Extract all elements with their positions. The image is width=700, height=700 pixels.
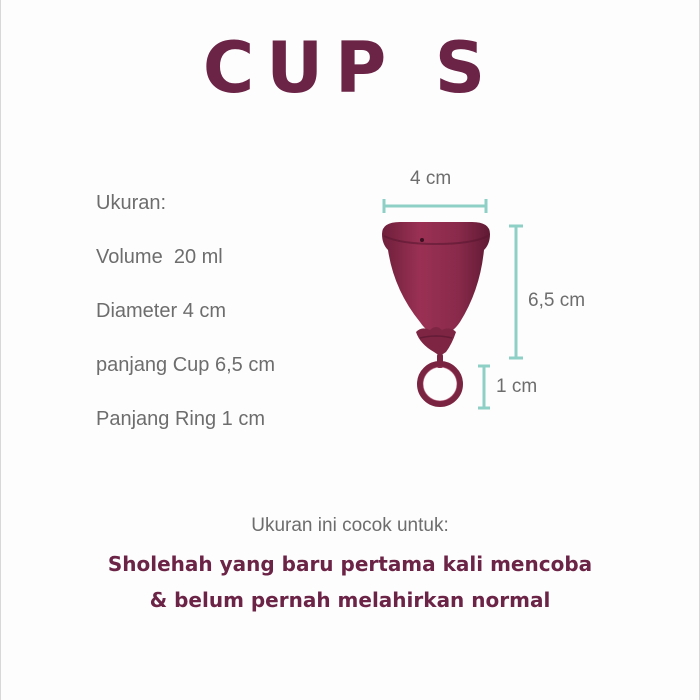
suitability-line-1: Sholehah yang baru pertama kali mencoba — [107, 552, 593, 576]
height-measure-line — [509, 226, 523, 358]
suitability-intro: Ukuran ini cocok untuk: — [251, 515, 449, 536]
height-label: 6,5 cm — [528, 290, 586, 311]
width-measure-line — [384, 199, 486, 213]
spec-heading: Ukuran: — [96, 192, 167, 214]
page-title: CUP S — [202, 27, 498, 109]
spec-volume: Volume 20 ml — [96, 246, 223, 268]
width-label: 4 cm — [410, 168, 452, 189]
cup-dimension-figure — [360, 160, 620, 430]
ring-measure-line — [478, 366, 490, 408]
spec-diameter: Diameter 4 cm — [96, 300, 227, 322]
size-spec-list — [96, 188, 275, 458]
cup-ring — [420, 364, 460, 404]
spec-cup-length: panjang Cup 6,5 cm — [96, 354, 276, 376]
suitability-line-2: & belum pernah melahirkan normal — [149, 588, 551, 612]
spec-ring-length: Panjang Ring 1 cm — [96, 408, 265, 430]
cup-body — [382, 222, 490, 368]
ring-label: 1 cm — [496, 376, 538, 397]
suitability-section — [0, 512, 700, 618]
